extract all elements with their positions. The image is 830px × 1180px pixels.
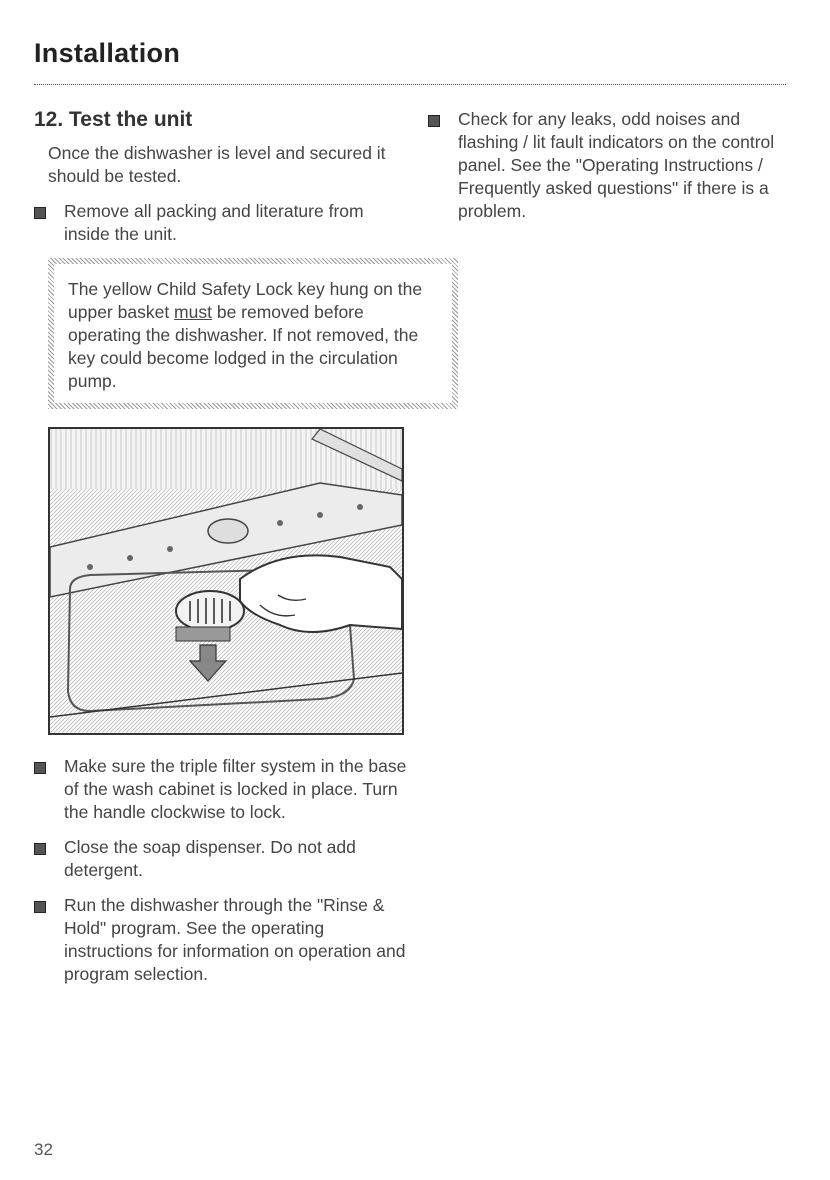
warning-note [48, 258, 458, 409]
bullet-filter-check [34, 755, 414, 824]
intro-paragraph: Once the dishwasher is level and secured it should be tested. [48, 143, 386, 186]
bullet-square-icon [34, 843, 46, 855]
page-number: 32 [34, 1140, 53, 1159]
bullet-text: Run the dishwasher through the "Rinse & Hold" program. See the operating instructions for information on operation and program selection. [64, 895, 406, 984]
note-text-before: The yellow Child Safety Lock key hung on the upper basket [68, 279, 423, 322]
step-heading: 12. Test the unit [34, 108, 193, 131]
bullet-rinse-hold [34, 894, 414, 986]
bullet-soap-dispenser [34, 836, 414, 882]
section-title: Installation [34, 38, 181, 68]
bullet-text: Close the soap dispenser. Do not add detergent. [64, 837, 356, 880]
bullet-text: Check for any leaks, odd noises and flashing / lit fault indicators on the control panel. See the "Operating Instructions / Frequently asked questions" if there is a problem. [458, 109, 775, 221]
filter-ring-shape [176, 591, 244, 631]
note-text-after: be removed before operating the dishwasher. If not removed, the key could become lodged in the circulation pump. [68, 302, 419, 391]
bullet-text: Make sure the triple filter system in the base of the wash cabinet is locked in place. Turn the handle clockwise to lock. [64, 756, 407, 822]
bullet-square-icon [34, 901, 46, 913]
filter-illustration-svg [50, 429, 402, 733]
bullet-square-icon [34, 207, 46, 219]
bullet-square-icon [428, 115, 440, 127]
left-column [34, 108, 423, 998]
bullet-text: Remove all packing and literature from inside the unit. [64, 201, 364, 244]
rack-back-shape [50, 429, 402, 489]
header-divider [34, 84, 786, 85]
bullet-remove-packing [34, 200, 414, 246]
spray-arm-hub-shape [208, 519, 248, 543]
bullet-check-leaks [428, 108, 798, 223]
bullet-square-icon [34, 762, 46, 774]
right-column [428, 108, 798, 235]
note-emphasis: must [174, 302, 212, 322]
filter-illustration [48, 427, 404, 735]
filter-base-shape [176, 627, 230, 641]
